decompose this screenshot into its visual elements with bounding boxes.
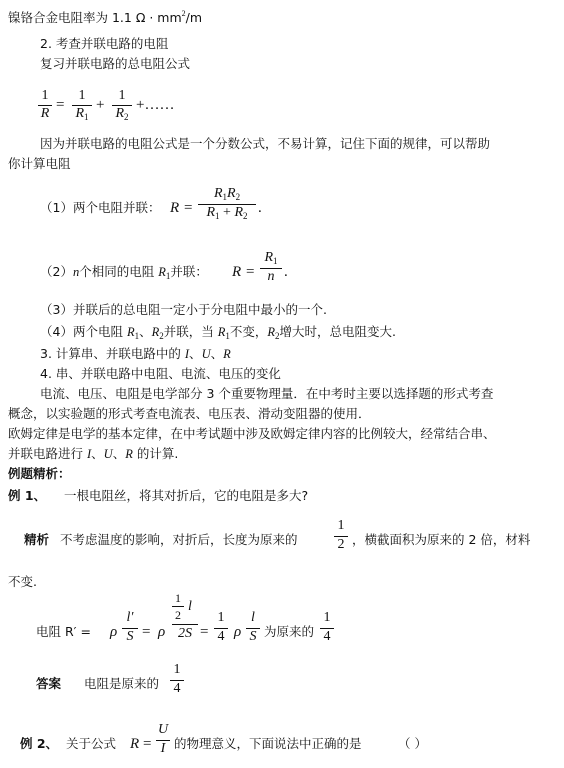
fraction-numerator: l′ bbox=[126, 610, 134, 625]
answer-label: 答案 bbox=[36, 676, 62, 691]
resistivity-sup: 2 bbox=[181, 9, 186, 18]
fraction-U-over-I bbox=[156, 722, 170, 758]
example-2-text-b: 的物理意义，下面说法中正确的是 bbox=[174, 736, 362, 751]
rule-1-label: （1）两个电阻并联： bbox=[40, 200, 161, 215]
calc-label: 电阻 R′ = bbox=[36, 624, 91, 639]
para2-line-2: 概念，以实验题的形式考查电流表、电压表、滑动变阻器的使用． bbox=[8, 406, 371, 421]
intro-line-2: 你计算电阻 bbox=[8, 156, 71, 171]
equals-2: = bbox=[200, 624, 209, 640]
fraction-numerator: l bbox=[251, 610, 255, 625]
rule-2-period: . bbox=[284, 264, 288, 280]
section-4: 4. 串、并联电路中电阻、电流、电压的变化 bbox=[40, 366, 281, 381]
fraction-1-over-R bbox=[38, 88, 52, 122]
example-2-text-a: 关于公式 bbox=[66, 736, 117, 751]
plus-ellipsis: +…… bbox=[136, 97, 175, 113]
analysis-text-c: 不变. bbox=[8, 574, 37, 589]
fraction-denominator: n bbox=[267, 269, 275, 284]
examples-header: 例题精析： bbox=[8, 466, 71, 481]
intro-line-1: 因为并联电路的电阻公式是一个分数公式，不易计算，记住下面的规律，可以帮助 bbox=[40, 136, 491, 151]
plus-sign: + bbox=[96, 97, 105, 113]
rule-1-period: . bbox=[258, 200, 262, 216]
fraction-one-half bbox=[334, 518, 348, 554]
fraction-1-over-R2 bbox=[112, 88, 132, 122]
fraction-denominator: $R_2$ bbox=[115, 106, 129, 122]
equals-sign: = bbox=[56, 97, 65, 113]
example-2-label: 例 2、 bbox=[20, 736, 59, 751]
fraction-numerator: $R_1$ bbox=[264, 250, 278, 266]
fraction-denominator: I bbox=[160, 741, 166, 756]
rule-3: （3）并联后的总电阻一定小于分电阻中最小的一个. bbox=[40, 302, 327, 317]
fraction-numerator: $R_1R_2$ bbox=[213, 186, 241, 202]
rule-1-equals: = bbox=[184, 200, 193, 216]
para2-line-1: 电流、电压、电阻是电学部分 3 个重要物理量．在中考时主要以选择题的形式考查 bbox=[40, 386, 494, 401]
fraction-1-over-R1 bbox=[72, 88, 92, 122]
fraction-denominator: 2 bbox=[337, 537, 345, 552]
fraction-numerator: U bbox=[157, 722, 169, 737]
rule-4: （4）两个电阻 $R_1$、$R_2$并联，当 $R_1$不变，$R_2$增大时，总电阻变大. bbox=[40, 324, 396, 341]
rule-2-equals: = bbox=[246, 264, 255, 280]
analysis-text-b: ，横截面积为原来的 2 倍，材料 bbox=[352, 532, 531, 547]
analysis-text-a: 不考虑温度的影响，对折后，长度为原来的 bbox=[60, 532, 298, 547]
answer-text: 电阻是原来的 bbox=[84, 676, 160, 691]
resistivity-line bbox=[8, 6, 202, 26]
fraction-denominator: S bbox=[249, 629, 257, 644]
rho-1: ρ bbox=[110, 624, 118, 640]
fraction-l-over-S bbox=[246, 610, 260, 646]
resistivity-text: 镍铬合金电阻率为 1.1 Ω · mm bbox=[8, 10, 182, 25]
fraction-numerator: 1 bbox=[173, 662, 181, 677]
fraction-half-l-over-2S bbox=[172, 590, 198, 650]
para2-line-3: 欧姆定律是电学的基本定律，在中考试题中涉及欧姆定律内容的比例较大，经常结合串、 bbox=[8, 426, 496, 441]
section-2-subtitle: 复习并联电路的总电阻公式 bbox=[40, 56, 191, 71]
fraction-answer-quarter bbox=[170, 662, 184, 698]
fraction-denominator: 4 bbox=[217, 629, 225, 644]
resistivity-unit-tail: /m bbox=[185, 10, 203, 25]
fraction-l: l bbox=[188, 599, 192, 614]
fraction-denominator: R bbox=[40, 106, 50, 121]
example-1-label: 例 1、 bbox=[8, 488, 47, 503]
fraction-inner-denominator: 2 bbox=[175, 608, 181, 622]
fraction-numerator: 1 bbox=[118, 88, 126, 103]
section-3: 3. 计算串、并联电路中的 I、U、R bbox=[40, 346, 231, 361]
fraction-l-prime-over-S bbox=[122, 610, 138, 646]
fraction-numerator: 1 bbox=[78, 88, 86, 103]
example-2-R: R bbox=[130, 736, 140, 752]
calc-tail: 为原来的 bbox=[264, 624, 315, 639]
section-2-title: 2. 考查并联电路的电阻 bbox=[40, 36, 169, 51]
example-1-question: 一根电阻丝，将其对折后，它的电阻是多大? bbox=[64, 488, 309, 503]
para2-line-4: 并联电路进行 I、U、R 的计算. bbox=[8, 446, 179, 461]
fraction-denominator: $R_1$ bbox=[75, 106, 89, 122]
fraction-numerator: 1 bbox=[175, 591, 181, 605]
answer-blank-paren[interactable]: （ ） bbox=[398, 736, 427, 751]
analysis-label: 精析 bbox=[24, 532, 50, 547]
fraction-denominator: 4 bbox=[323, 629, 331, 644]
fraction-numerator: 1 bbox=[323, 610, 331, 625]
fraction-denominator: $R_1 + R_2$ bbox=[206, 205, 248, 221]
fraction-bar bbox=[172, 624, 198, 625]
fraction-numerator: 1 bbox=[41, 88, 49, 103]
fraction-denominator: 2S bbox=[178, 626, 192, 641]
fraction-numerator: 1 bbox=[337, 518, 345, 533]
rule-2-fraction bbox=[260, 250, 282, 286]
rho-3: ρ bbox=[234, 624, 242, 640]
rule-2-R: R bbox=[232, 264, 242, 280]
rule-2-text: （2）n个相同的电阻 $R_1$并联： bbox=[40, 264, 208, 281]
example-2-equals: = bbox=[143, 736, 152, 752]
fraction-one-quarter-2 bbox=[320, 610, 334, 646]
rho-2: ρ bbox=[158, 624, 166, 640]
fraction-one-quarter bbox=[214, 610, 228, 646]
rule-1-fraction bbox=[198, 186, 256, 222]
fraction-denominator: 4 bbox=[173, 681, 181, 696]
fraction-denominator: S bbox=[126, 629, 134, 644]
fraction-numerator: 1 bbox=[217, 610, 225, 625]
rule-1-R: R bbox=[170, 200, 180, 216]
equals-1: = bbox=[142, 624, 151, 640]
